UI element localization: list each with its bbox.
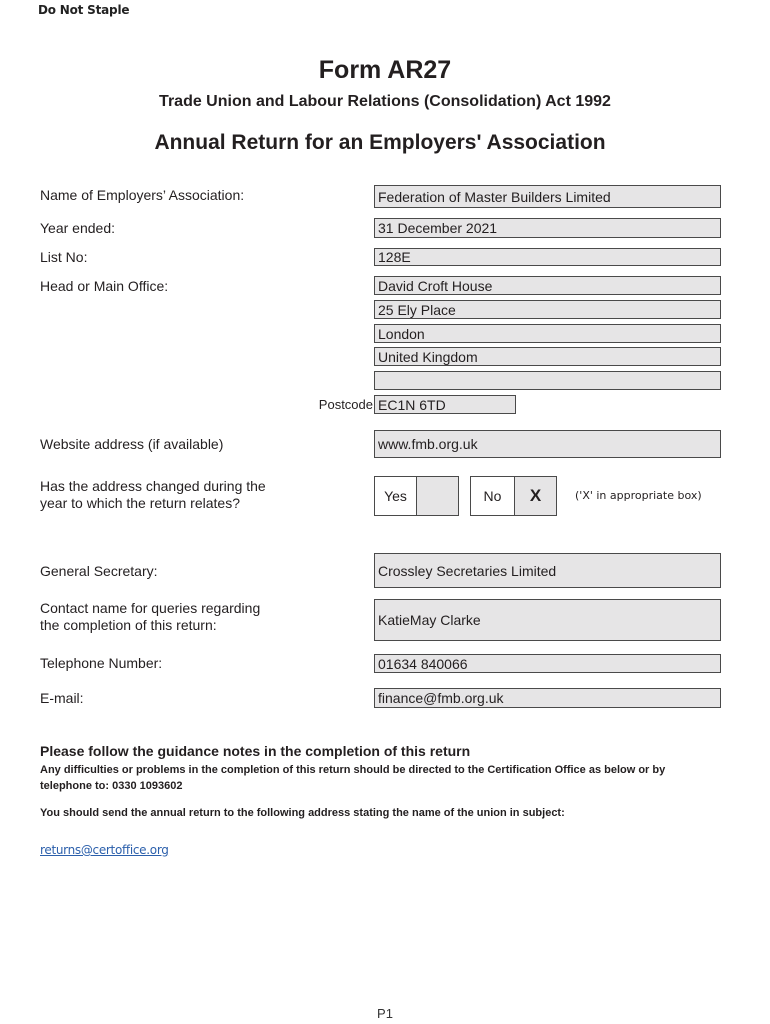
head-office-line-4[interactable]: United Kingdom <box>374 347 721 366</box>
year-ended-label: Year ended: <box>40 220 115 236</box>
general-secretary-field[interactable]: Crossley Secretaries Limited <box>374 553 721 588</box>
address-changed-no-option[interactable] <box>470 476 557 516</box>
contact-name-label-line-1: Contact name for queries regarding <box>40 600 261 616</box>
no-label: No <box>471 477 515 515</box>
head-office-line-3[interactable]: London <box>374 324 721 343</box>
association-name-field[interactable]: Federation of Master Builders Limited <box>374 185 721 208</box>
association-name-label: Name of Employers’ Association: <box>40 187 245 203</box>
return-title: Annual Return for an Employers' Association <box>154 131 606 154</box>
no-checkbox[interactable]: X <box>515 477 556 515</box>
year-ended-field[interactable]: 31 December 2021 <box>374 218 721 238</box>
act-title: Trade Union and Labour Relations (Consolidation) Act 1992 <box>159 93 611 110</box>
email-field[interactable]: finance@fmb.org.uk <box>374 688 721 708</box>
postcode-label: Postcode <box>318 397 373 412</box>
address-changed-label-line-2: year to which the return relates? <box>40 495 240 511</box>
yes-checkbox[interactable] <box>417 477 458 515</box>
do-not-staple-notice: Do Not Staple <box>38 3 130 17</box>
guidance-heading: Please follow the guidance notes in the completion of this return <box>40 743 471 759</box>
contact-name-label-line-2: the completion of this return: <box>40 617 217 633</box>
list-no-label: List No: <box>40 249 88 265</box>
guidance-body: Any difficulties or problems in the completion of this return should be directed to the Certification Office as below or by telephone to: 0330 1093602 <box>40 764 666 792</box>
list-no-field[interactable]: 128E <box>374 248 721 266</box>
telephone-field[interactable]: 01634 840066 <box>374 654 721 673</box>
website-field[interactable]: www.fmb.org.uk <box>374 430 721 458</box>
page-number: P1 <box>377 1006 393 1021</box>
address-changed-label-line-1: Has the address changed during the <box>40 478 266 494</box>
website-label: Website address (if available) <box>40 436 224 452</box>
address-changed-yes-option[interactable] <box>374 476 459 516</box>
email-label: E-mail: <box>40 690 84 706</box>
head-office-line-2[interactable]: 25 Ely Place <box>374 300 721 319</box>
send-instruction: You should send the annual return to the following address stating the name of the union in subject: <box>40 807 565 819</box>
return-email-link[interactable]: returns@certoffice.org <box>40 843 169 857</box>
head-office-label: Head or Main Office: <box>40 278 169 294</box>
telephone-label: Telephone Number: <box>40 655 163 671</box>
general-secretary-label: General Secretary: <box>40 563 158 579</box>
head-office-line-1[interactable]: David Croft House <box>374 276 721 295</box>
postcode-field[interactable]: EC1N 6TD <box>374 395 516 414</box>
mark-hint: ('X' in appropriate box) <box>575 489 702 502</box>
form-title: Form AR27 <box>318 56 452 84</box>
contact-name-field[interactable]: KatieMay Clarke <box>374 599 721 641</box>
yes-label: Yes <box>375 477 417 515</box>
head-office-line-5[interactable] <box>374 371 721 390</box>
